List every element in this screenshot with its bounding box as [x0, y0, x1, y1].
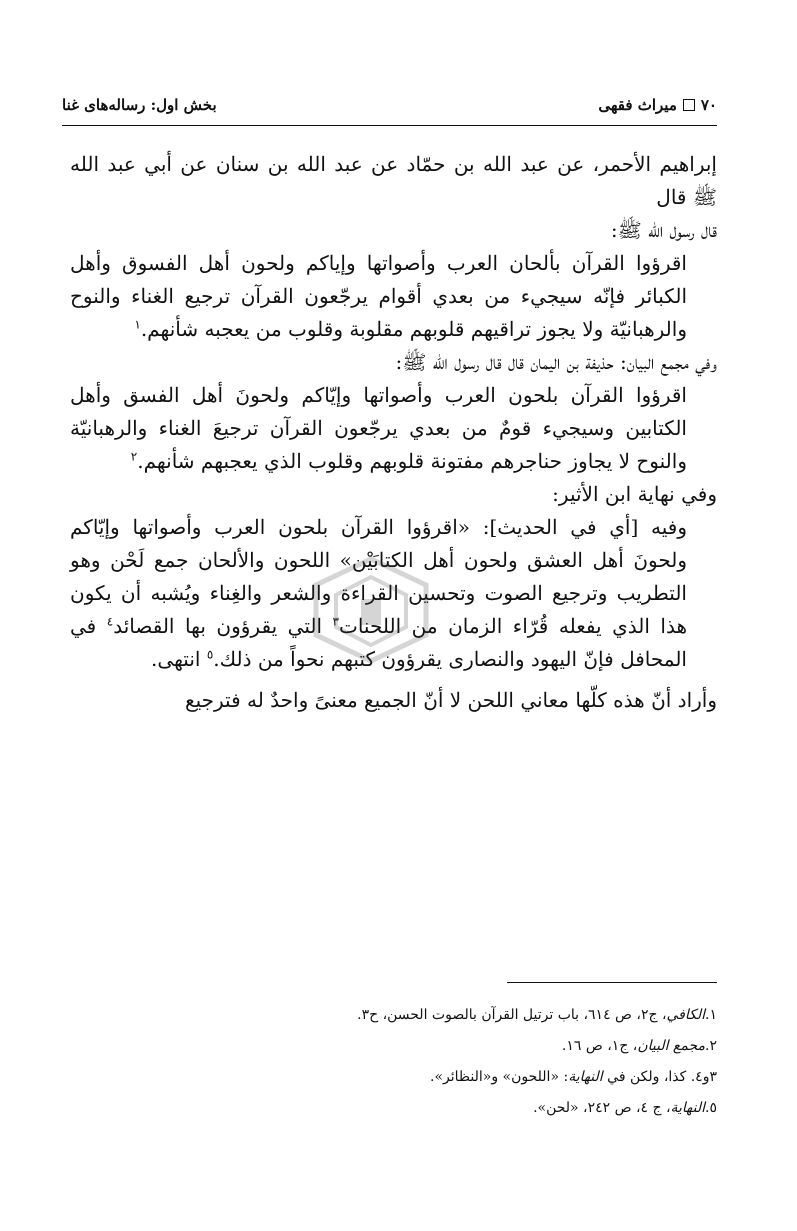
running-header: [62, 88, 717, 122]
footnote-1: ١.الكافي، ج٢، ص ٦١٤، باب ترتيل القرآن بالصوت الحسن، ح٣.: [357, 1007, 717, 1023]
footnote-source: النهاية: [670, 1100, 706, 1116]
footnote-ref-5[interactable]: ٥: [206, 647, 214, 662]
nihaya-intro: وفي نهاية ابن الأثير:: [552, 482, 717, 506]
nihaya-end: انتهى.: [151, 647, 207, 671]
nihaya-text-c: في المحافل فإنّ اليهود والنصارى يقرؤون كتبهم نحواً من ذلك.: [70, 614, 687, 671]
header-divider: [62, 125, 717, 126]
prophet-attribution: قال رسول الله ﷺ:: [610, 218, 717, 242]
hadith-text-2: اقرؤوا القرآن بلحون العرب وأصواتها وإيّاكم ولحونَ أهل الفسق وأهل الكتابين وسيجيء قومٌ من بعدي يرجّعون القرآن ترجيعَ الغناء والرهبانيّة والنوح لا يجاوز حناجرهم مفتونة قلوبهم وقلوب الذي يعجبهم شأنهم.: [70, 383, 687, 473]
page-number: ۷۰: [700, 96, 717, 114]
section-title: بخش اول: رساله‌های غنا: [62, 96, 217, 114]
footnote-ref-4[interactable]: ٤: [106, 614, 114, 629]
chain-of-narration: [70, 148, 717, 247]
footnote-ref-1[interactable]: ١: [134, 317, 141, 332]
header-book-info: [598, 96, 717, 114]
footnote-source: مجمع البيان: [637, 1038, 706, 1054]
nihaya-quote: [70, 511, 687, 676]
footnote-2: ٢.مجمع البيان، ج١، ص ١٦.: [561, 1038, 717, 1054]
footnote-divider: [507, 982, 717, 983]
footnote-source: الكافي: [666, 1007, 706, 1023]
closing-line: وأراد أنّ هذه كلّها معاني اللحن لا أنّ الجميع معنىً واحدٌ له فترجيع: [184, 688, 717, 712]
footnotes: [62, 1000, 717, 1124]
footnote-5: ٥.النهاية، ج ٤، ص ٢٤٢، «لحن».: [533, 1100, 717, 1116]
footnote-source: النهاية: [568, 1069, 603, 1085]
book-title: میراث فقهی: [598, 96, 677, 114]
hadith-quote-1: [70, 247, 687, 346]
hadith-quote-2: [70, 379, 687, 478]
narration-line: إبراهيم الأحمر، عن عبد الله بن حمّاد عن عبد الله بن سنان عن أبي عبد الله ﷺ قال: [70, 152, 717, 209]
footnote-3-4: ٣و٤. كذا، ولكن في النهاية: «اللحون» و«النظائر».: [430, 1069, 717, 1085]
majma-intro: وفي مجمع البيان: حذيفة بن اليمان قال قال رسول الله ﷺ:: [395, 350, 717, 374]
footnote-ref-2[interactable]: ٢: [130, 449, 138, 464]
nihaya-text-b: التي يقرؤون بها القصائد: [113, 614, 333, 638]
footnote-ref-3[interactable]: ٣: [332, 614, 339, 629]
hadith-text-1: اقرؤوا القرآن بألحان العرب وأصواتها وإياكم ولحون أهل الفسوق وأهل الكبائر فإنّه سيجيء من بعدي أقوام يرجّعون القرآن ترجيع الغناء والنوح والرهبانيّة ولا يجوز تراقيهم قلوبهم مقلوبة وقلوب من يعجبه شأنهم.: [70, 251, 688, 341]
main-text: [70, 148, 717, 717]
square-bullet-icon: [683, 99, 695, 111]
nihaya-text-a: وفيه [أي في الحديث]: «اقرؤوا القرآن بلحون العرب وأصواتها وإيّاكم ولحونَ أهل العشق ولحون أهل الكتابَيْن» اللحون والألحان جمع لَحْن وهو التطريب وترجيع الصوت وتحسين القراءة والشعر والغِناء ويُشبه أن يكون هذا الذي يفعله قُرّاء الزمان من اللحنات: [70, 515, 688, 638]
